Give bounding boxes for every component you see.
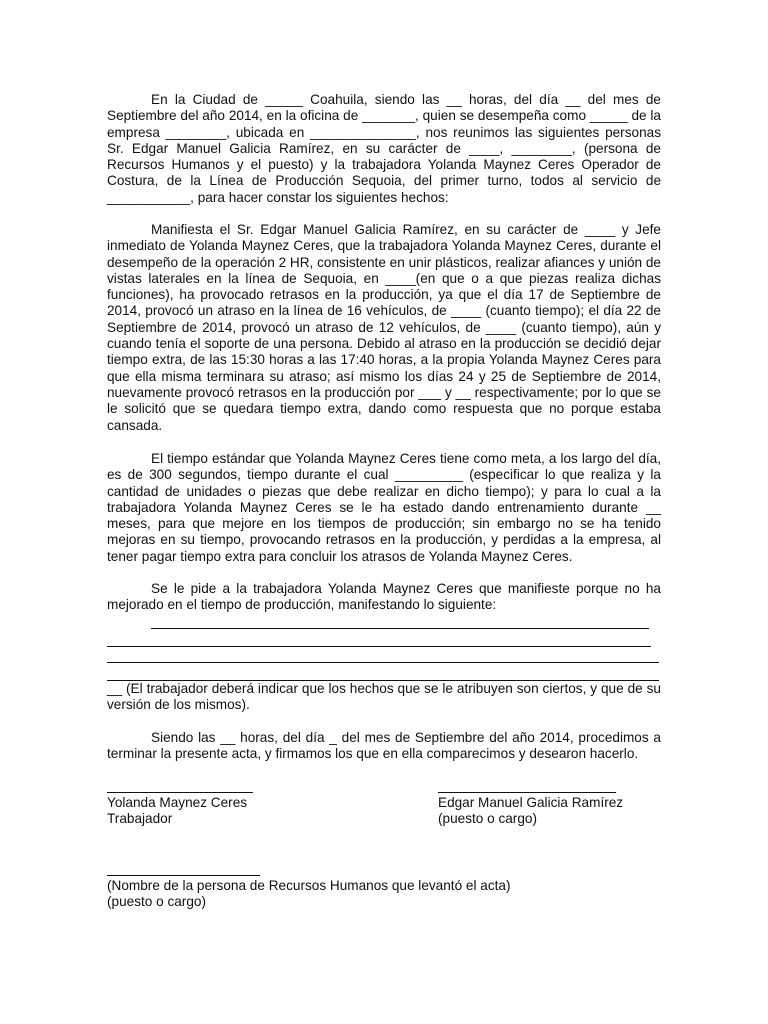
signature-line: [107, 792, 253, 793]
paragraph-standard-time: [107, 451, 661, 565]
signature-line: [107, 875, 260, 876]
paragraph-text: __ (El trabajador deberá indicar que los hechos que se le atribuyen son ciertos, y que de su versión de los mismos).: [107, 681, 661, 713]
paragraph-request-statement: [107, 581, 661, 614]
signature-role: (puesto o cargo): [107, 894, 206, 910]
paragraph-closing: [107, 730, 661, 763]
paragraph-text: El tiempo estándar que Yolanda Maynez Ceres tiene como meta, a los largo del día, es de 300 segundos, tiempo durante el cual _________ (especificar lo que realiza y la cantidad de unidades o piezas que debe realizar en dicho tiempo); y para lo cual a la trabajadora Yolanda Maynez Ceres se le ha estado dando entrenamiento durante __ meses, para que mejore en los tiempos de producción; sin embargo no se ha tenido mejoras en su tiempo, provocando retrasos en la producción, y perdidas a la empresa, al tener pagar tiempo extra para concluir los atrasos de Yolanda Maynez Ceres.: [107, 451, 661, 564]
signature-role: Trabajador: [107, 811, 173, 827]
paragraph-text: En la Ciudad de _____ Coahuila, siendo las __ horas, del día __ del mes de Septiembre del año 2014, en la oficina de _______, quien se desempeña como _____ de la empresa ________, ubicada en ______________, nos reunimos las siguientes personas Sr. Edgar Manuel Galicia Ramírez, en su carácter de ____, ________, (persona de Recursos Humanos y el puesto) y la trabajadora Yolanda Maynez Ceres Operador de Costura, de la Línea de Producción Sequoia, del primer turno, todos al servicio de ___________, para hacer constar los siguientes hechos:: [107, 92, 661, 205]
signature-name: (Nombre de la persona de Recursos Humanos que levantó el acta): [107, 878, 511, 893]
blank-line: [107, 662, 659, 663]
paragraph-text: Se le pide a la trabajadora Yolanda Maynez Ceres que manifieste porque no ha mejorado en el tiempo de producción, manifestando lo siguiente:: [107, 581, 661, 613]
signature-role: (puesto o cargo): [438, 811, 537, 827]
paragraph-opening: [107, 92, 661, 206]
paragraph-text: Siendo las __ horas, del día _ del mes de Septiembre del año 2014, procedimos a terminar la presente acta, y firmamos los que en ella comparecimos y desearon hacerlo.: [107, 730, 661, 762]
signature-block-worker: [107, 792, 367, 828]
signature-name: Yolanda Maynez Ceres: [107, 795, 248, 810]
signature-block-supervisor: [438, 792, 678, 828]
blank-line: [107, 646, 651, 647]
paragraph-facts: [107, 222, 661, 434]
signature-block-hr: [107, 875, 527, 911]
paragraph-text: Manifiesta el Sr. Edgar Manuel Galicia Ramírez, en su carácter de ____ y Jefe inmediato de Yolanda Maynez Ceres, que la trabajadora Yolanda Maynez Ceres, durante el desempeño de la operación 2 HR, consistente en unir plásticos, realizar afiances y unión de vistas laterales en la línea de Sequoia, en ____(en que o a que piezas realiza dichas funciones), ha provocado retrasos en la producción, ya que el día 17 de Septiembre de 2014, provocó un atraso en la línea de 16 vehículos, de ____ (cuanto tiempo); el día 22 de Septiembre de 2014, provocó un atraso de 12 vehículos, de ____ (cuanto tiempo), aún y cuando tenía el soporte de una persona. Debido al atraso en la producción se decidió dejar tiempo extra, de las 15:30 horas a las 17:40 horas, a la propia Yolanda Maynez Ceres para que ella misma terminara su atraso; así mismo los días 24 y 25 de Septiembre de 2014, nuevamente provocó retrasos en la producción por ___ y __ respectivamente; por lo que se le solicitó que se quedara tiempo extra, dando como respuesta que no porque estaba cansada.: [107, 222, 661, 433]
blank-line: [151, 628, 649, 629]
signature-name: Edgar Manuel Galicia Ramírez: [438, 795, 624, 810]
paragraph-worker-instruction: [107, 681, 661, 714]
signature-line: [438, 792, 616, 793]
